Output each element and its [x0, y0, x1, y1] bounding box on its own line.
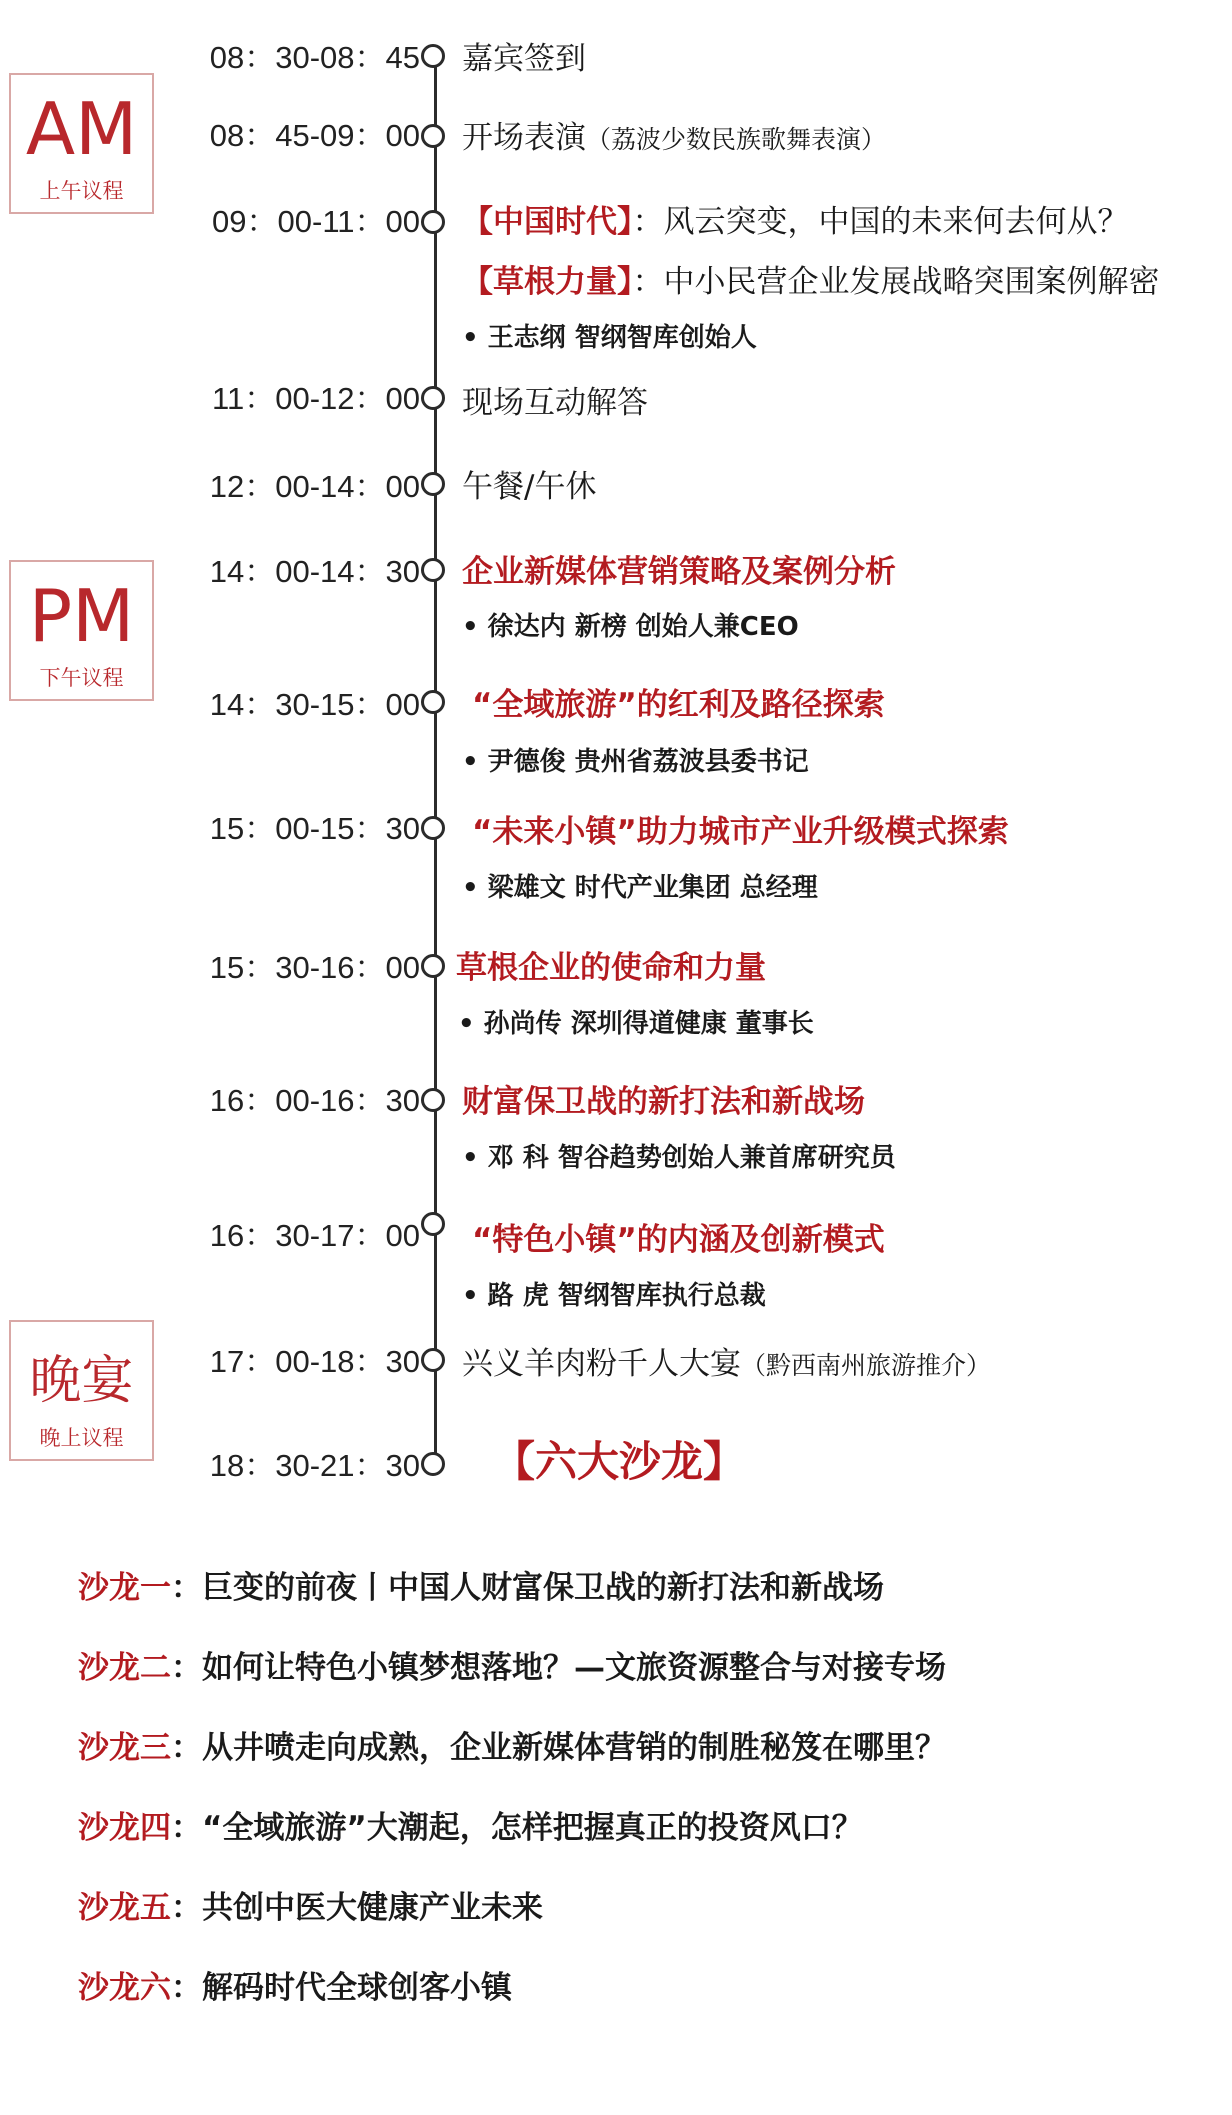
salon-item [78, 1888, 543, 1928]
salon-title: ：如何让特色小镇梦想落地？—文旅资源整合与对接专场 [171, 1650, 946, 1686]
timeline-dot [421, 1452, 445, 1476]
salon-title: ：解码时代全球创客小镇 [171, 1970, 512, 2006]
time-slot: 12：00-14：00 [209, 469, 420, 504]
speaker: • 尹德俊 贵州省荔波县委书记 [462, 747, 809, 777]
time-slot: 14：00-14：30 [209, 554, 420, 589]
timeline-dot [421, 386, 445, 410]
timeline-dot [421, 124, 445, 148]
timeline-dot [421, 472, 445, 496]
agenda-title: ：中小民营企业发展战略突围案例解密 [632, 264, 1160, 300]
speaker: • 路 虎 智纲智库执行总裁 [462, 1281, 766, 1311]
agenda-title: 开场表演 [462, 120, 586, 156]
timeline-dot [421, 1348, 445, 1372]
time-slot: 15：00-15：30 [209, 811, 420, 846]
salon-item [78, 1648, 946, 1688]
time-slot: 14：30-15：00 [209, 687, 420, 722]
time-slot: 15：30-16：00 [209, 950, 420, 985]
evening-badge-title: 晚宴 [29, 1351, 134, 1411]
salon-label: 沙龙五 [78, 1890, 171, 1926]
agenda-title: 草根企业的使命和力量 [456, 950, 766, 986]
salon-item [78, 1728, 946, 1768]
agenda-tag: 【中国时代】 [462, 204, 633, 240]
speaker: • 孙尚传 深圳得道健康 董事长 [458, 1009, 814, 1039]
agenda-title: 兴义羊肉粉千人大宴 [462, 1346, 741, 1382]
timeline-dot [421, 954, 445, 978]
agenda-title: ：风云突变，中国的未来何去何从？ [632, 204, 1129, 240]
agenda-item [462, 119, 886, 159]
speaker: • 徐达内 新榜 创始人兼CEO [462, 612, 799, 642]
time-slot: 08：45-09：00 [209, 118, 420, 153]
time-slot: 11：00-12：00 [212, 381, 420, 416]
agenda-title: 企业新媒体营销策略及案例分析 [462, 554, 896, 590]
salon-item [78, 1968, 512, 2008]
pm-badge-subtitle: 下午议程 [39, 666, 124, 690]
time-slot: 18：30-21：30 [209, 1448, 420, 1483]
agenda-title: “全域旅游”的红利及路径探索 [472, 687, 885, 723]
time-slot: 08：30-08：45 [209, 40, 420, 75]
time-slot: 17：00-18：30 [209, 1344, 420, 1379]
am-badge-subtitle: 上午议程 [39, 179, 124, 203]
agenda-title: 嘉宾签到 [462, 41, 586, 77]
speaker: • 王志纲 智纲智库创始人 [462, 323, 757, 353]
timeline-dot [421, 1212, 445, 1236]
agenda-title: 现场互动解答 [462, 385, 648, 421]
salon-title: ：巨变的前夜丨中国人财富保卫战的新打法和新战场 [171, 1570, 884, 1606]
agenda-item [462, 263, 1160, 301]
agenda-item [462, 1345, 991, 1385]
timeline-dot [421, 210, 445, 234]
salon-item [78, 1808, 863, 1848]
salon-item [78, 1568, 884, 1608]
salon-title: ：共创中医大健康产业未来 [171, 1890, 543, 1926]
agenda-title: “未来小镇”助力城市产业升级模式探索 [472, 814, 1009, 850]
agenda-item [462, 203, 1129, 241]
am-badge-title: AM [25, 87, 138, 171]
timeline-line [434, 56, 437, 1460]
timeline-dot [421, 44, 445, 68]
agenda-title: 午餐/午休 [462, 469, 597, 505]
agenda-note: （黔西南州旅游推介） [741, 1351, 992, 1380]
agenda-title: “特色小镇”的内涵及创新模式 [472, 1222, 885, 1258]
time-slot: 16：00-16：30 [209, 1083, 420, 1118]
salon-label: 沙龙三 [78, 1730, 171, 1766]
agenda-note: （荔波少数民族歌舞表演） [586, 125, 887, 154]
evening-badge-subtitle: 晚上议程 [39, 1426, 124, 1450]
evening-badge [9, 1320, 154, 1461]
salon-label: 沙龙六 [78, 1970, 171, 2006]
timeline-dot [421, 816, 445, 840]
salon-label: 沙龙一 [78, 1570, 171, 1606]
speaker: • 邓 科 智谷趋势创始人兼首席研究员 [462, 1143, 896, 1173]
salon-title: ：从井喷走向成熟，企业新媒体营销的制胜秘笈在哪里？ [171, 1730, 946, 1766]
speaker: • 梁雄文 时代产业集团 总经理 [462, 873, 818, 903]
pm-badge-title: PM [28, 574, 135, 658]
timeline-dot [421, 1088, 445, 1112]
time-slot: 09：00-11：00 [212, 204, 420, 239]
timeline-dot [421, 690, 445, 714]
salon-label: 沙龙二 [78, 1650, 171, 1686]
salon-title: ：“全域旅游”大潮起，怎样把握真正的投资风口？ [171, 1810, 863, 1846]
salon-heading: 【六大沙龙】 [493, 1437, 746, 1486]
agenda-title: 财富保卫战的新打法和新战场 [462, 1084, 865, 1120]
agenda-tag: 【草根力量】 [462, 264, 633, 300]
salon-label: 沙龙四 [78, 1810, 171, 1846]
time-slot: 16：30-17：00 [209, 1218, 420, 1253]
timeline-dot [421, 558, 445, 582]
